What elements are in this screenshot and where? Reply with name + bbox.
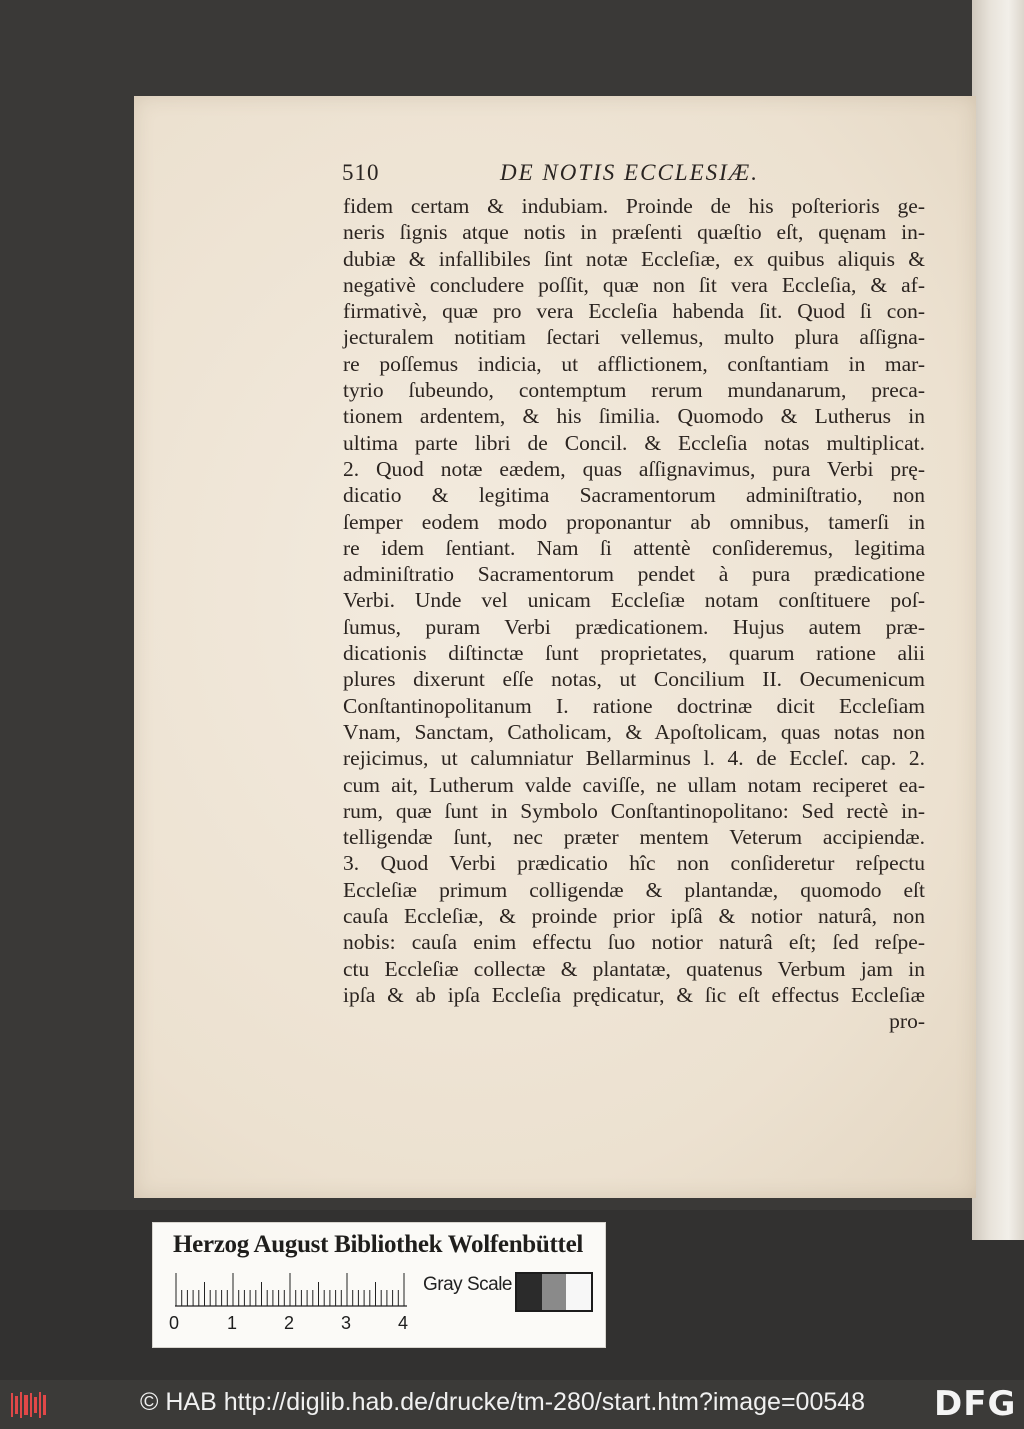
text-line: tionem ardentem, & his ſimilia. Quomodo & Lutherus in — [343, 404, 925, 429]
text-line: re idem ſentiant. Nam ſi attentè conſideremus, legitima — [343, 535, 925, 560]
adjacent-page-edge — [972, 0, 1024, 1240]
text-line: neris ſignis atque notis in præſenti quæſtio eſt, quęnam in- — [343, 220, 925, 245]
ruler-number: 1 — [227, 1313, 238, 1333]
text-line: rejicimus, ut calumniatur Bellarminus l. 4. de Eccleſ. cap. 2. — [343, 746, 925, 771]
text-line: plures dixerunt eſſe notas, ut Concilium II. Oecumenicum — [343, 667, 925, 692]
text-line: Conſtantinopolitanum I. ratione doctrinæ dicit Eccleſiam — [343, 693, 925, 718]
ruler-number: 3 — [341, 1313, 352, 1333]
ruler-icon — [175, 1273, 407, 1307]
text-line: ipſa & ab ipſa Eccleſia prędicatur, & ſic eſt effectus Eccleſiæ — [343, 982, 925, 1007]
text-line: tyrio ſubeundo, contemptum rerum mundanarum, preca- — [343, 378, 925, 403]
library-label-card — [152, 1222, 606, 1348]
ruler-number: 0 — [169, 1313, 180, 1333]
text-line: 2. Quod notæ eædem, quas aſſignavimus, pura Verbi prę- — [343, 456, 925, 481]
text-line: dubiæ & infallibiles ſint notæ Eccleſiæ, ex quibus aliquis & — [343, 246, 925, 271]
text-line: Vnam, Sanctam, Catholicam, & Apoſtolicam, quas notas non — [343, 719, 925, 744]
text-line: adminiſtratio Sacramentorum pendet à pura prædicatione — [343, 562, 925, 587]
page-body-text — [343, 193, 925, 1035]
swatch-light — [566, 1274, 591, 1310]
grayscale-label: Gray Scale — [423, 1274, 512, 1295]
footer-bar — [0, 1380, 1024, 1429]
grayscale-swatches — [515, 1272, 593, 1312]
ruler-number: 2 — [284, 1313, 295, 1333]
text-line: dicatio & legitima Sacramentorum adminiſtratio, non — [343, 483, 925, 508]
text-line: telligendæ ſunt, nec præter mentem Veterum accipiendæ. — [343, 825, 925, 850]
text-line: dicationis diſtinctæ ſunt proprietates, quarum ratione alii — [343, 641, 925, 666]
text-line: negativè concludere poſſit, quæ non ſit vera Eccleſia, & af- — [343, 272, 925, 297]
swatch-dark — [517, 1274, 542, 1310]
text-line: ctu Eccleſiæ collectæ & plantatæ, quatenus Verbum jam in — [343, 956, 925, 981]
footer-copyright-url[interactable]: © HAB http://diglib.hab.de/drucke/tm-280/start.htm?image=00548 — [140, 1388, 866, 1416]
text-line: re poſſemus indicia, ut afflictionem, conſtantiam in mar- — [343, 351, 925, 376]
text-line: rum, quæ ſunt in Symbolo Conſtantinopolitano: Sed rectè in- — [343, 798, 925, 823]
text-line: cum ait, Lutherum valde caviſſe, ne ullam notam reciperet ea- — [343, 772, 925, 797]
ruler-number: 4 — [398, 1313, 409, 1333]
text-line: nobis: cauſa enim effectu ſuo notior naturâ eſt; ſed reſpe- — [343, 930, 925, 955]
text-line: firmativè, quæ pro vera Eccleſia habenda ſit. Quod ſi con- — [343, 299, 925, 324]
swatch-mid — [542, 1274, 567, 1310]
library-name: Herzog August Bibliothek Wolfenbüttel — [173, 1231, 584, 1258]
text-line: fidem certam & indubiam. Proinde de his poſterioris ge- — [343, 194, 925, 218]
catchword: pro- — [889, 1009, 925, 1034]
page-number: 510 — [342, 160, 380, 185]
text-line: ſumus, puram Verbi prædicationem. Hujus autem præ- — [343, 614, 925, 639]
running-title: DE NOTIS ECCLESIÆ. — [500, 160, 759, 185]
text-line: ſemper eodem modo proponantur ab omnibus, tamerſi in — [343, 509, 925, 534]
text-line: 3. Quod Verbi prædicatio hîc non conſideretur reſpectu — [343, 851, 925, 876]
hab-barcode-icon — [10, 1391, 48, 1419]
dfg-logo: DFG — [934, 1384, 1017, 1424]
text-line: cauſa Eccleſiæ, & proinde prior ipſâ & notior naturâ, non — [343, 904, 925, 929]
text-line: Verbi. Unde vel unicam Eccleſiæ notam conſtituere poſ- — [343, 588, 925, 613]
text-line: ultima parte libri de Concil. & Eccleſia notas multiplicat. — [343, 430, 925, 455]
text-line: Eccleſiæ primum colligendæ & plantandæ, quomodo eſt — [343, 877, 925, 902]
text-line: jecturalem notitiam ſectari vellemus, multo plura aſſigna- — [343, 325, 925, 350]
